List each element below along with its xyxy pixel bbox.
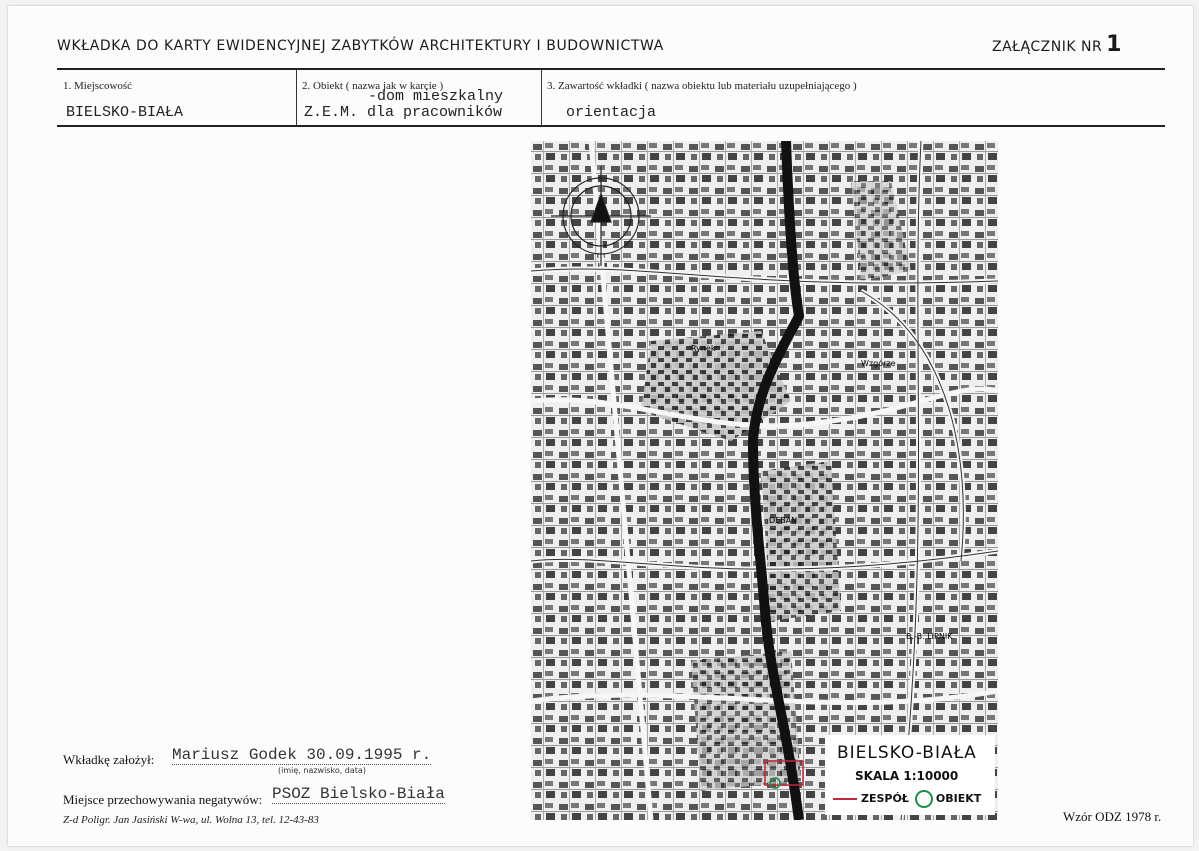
field-3-value: orientacja — [566, 104, 657, 121]
obiekt-circle-symbol — [915, 790, 933, 808]
annex-label-text: ZAŁĄCZNIK NR — [992, 39, 1103, 55]
map-label-lipnik: B.-B. LIPNIK — [906, 632, 953, 641]
founder-value: Mariusz Godek 30.09.1995 r. — [172, 746, 432, 764]
storage-value: PSOZ Bielsko-Biała — [272, 785, 445, 803]
zespol-line-symbol — [833, 798, 857, 800]
storage-label: Miejsce przechowywania negatywów: — [63, 792, 263, 807]
map-label-rynek: Rynek — [691, 344, 716, 353]
field-2-value-line2: Z.E.M. dla pracowników — [304, 104, 503, 121]
annex-number: 1 — [1106, 32, 1122, 57]
legend-city: BIELSKO-BIAŁA — [837, 743, 977, 763]
founder-label: Wkładkę założył: — [63, 752, 155, 767]
top-rule — [57, 68, 1165, 70]
orientation-map — [531, 141, 998, 820]
form-title: WKŁADKA DO KARTY EWIDENCYJNEJ ZABYTKÓW ARCHITEKTURY I BUDOWNICTWA — [57, 38, 664, 54]
legend-scale: SKALA 1:10000 — [855, 769, 959, 783]
annex-label — [992, 32, 1122, 57]
legend-zespol: ZESPÓŁ — [861, 792, 909, 805]
field-3-label: 3. Zawartość wkładki ( nazwa obiektu lub materiału uzupełniającego ) — [547, 80, 857, 92]
legend-symbols — [833, 790, 981, 808]
legend-obiekt: OBIEKT — [935, 792, 982, 805]
map-drawing — [531, 141, 998, 820]
map-label-wzgorze: Wzgórze — [861, 359, 896, 368]
map-label-deban: DEBAN — [769, 516, 798, 525]
field-1-value: BIELSKO-BIAŁA — [66, 104, 184, 121]
founder-caption: (imię, nazwisko, data) — [278, 766, 366, 775]
field-divider-1 — [296, 70, 297, 126]
field-1-label: 1. Miejscowość — [63, 80, 133, 92]
field-2-label: 2. Obiekt ( nazwa jak w karcie ) — [302, 80, 444, 92]
form-template-id: Wzór ODZ 1978 r. — [1063, 809, 1162, 824]
field-divider-2 — [541, 70, 542, 126]
printer-imprint: Z-d Poligr. Jan Jasiński W-wa, ul. Wolna 13, tel. 12-43-83 — [63, 814, 319, 826]
bottom-rule — [57, 125, 1165, 127]
field-2-value-line1: -dom mieszkalny — [368, 88, 504, 105]
map-legend — [825, 735, 995, 815]
